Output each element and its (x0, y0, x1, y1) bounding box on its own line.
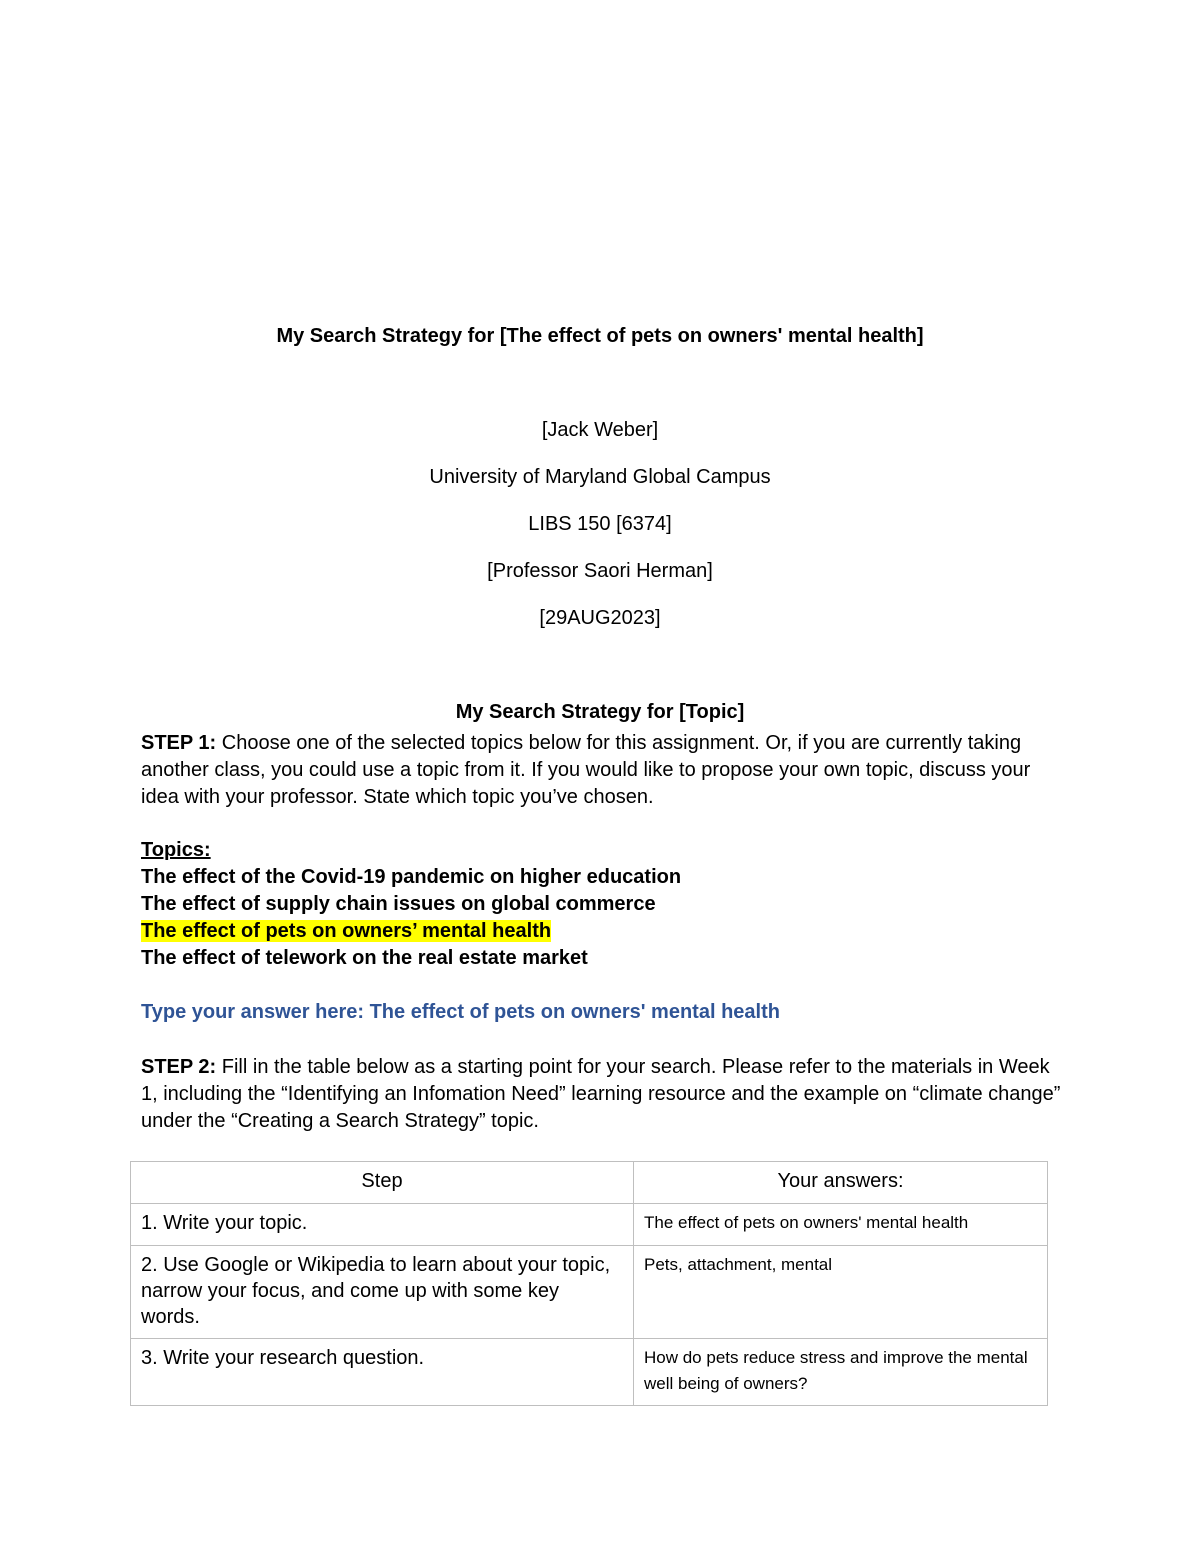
search-strategy-table (130, 1161, 1048, 1406)
answer-line: Type your answer here: The effect of pets on owners' mental health (141, 1001, 780, 1023)
table-row (131, 1339, 1048, 1406)
table-header-answers: Your answers: (634, 1162, 1048, 1204)
table-header-step: Step (131, 1162, 634, 1204)
step1-paragraph (141, 730, 1066, 811)
table-row (131, 1246, 1048, 1339)
topic-item: The effect of the Covid-19 pandemic on higher education (141, 866, 682, 888)
step1-label: STEP 1: (141, 732, 217, 754)
table-header-row (131, 1162, 1048, 1204)
topics-list (141, 837, 1066, 972)
step2-text: Fill in the table below as a starting point for your search. Please refer to the materials in Week 1, including the “Identifying an Infomation Need” learning resource and the example on “climate change” under the “Creating a Search Strategy” topic. (141, 1056, 1061, 1132)
document-date: [29AUG2023] (539, 607, 661, 629)
step2-paragraph (141, 1054, 1066, 1135)
step1-text: Choose one of the selected topics below for this assignment. Or, if you are currently taking another class, you could use a topic from it. If you would like to propose your own topic, discuss your idea with your professor. State which topic you’ve chosen. (141, 732, 1031, 808)
author-name: [Jack Weber] (541, 419, 659, 441)
table-cell-answer: How do pets reduce stress and improve the mental well being of owners? (634, 1339, 1048, 1406)
document-title: My Search Strategy for [The effect of pets on owners' mental health] (276, 325, 924, 347)
course-code: LIBS 150 [6374] (528, 513, 672, 535)
table-cell-step: 3. Write your research question. (131, 1339, 634, 1406)
topic-item: The effect of telework on the real estate market (141, 947, 588, 969)
topics-heading: Topics: (141, 839, 211, 861)
institution-name: University of Maryland Global Campus (429, 466, 771, 488)
topic-item-highlighted: The effect of pets on owners’ mental health (141, 920, 552, 942)
professor-name: [Professor Saori Herman] (487, 560, 713, 582)
table-cell-answer: The effect of pets on owners' mental health (634, 1204, 1048, 1246)
table-cell-answer: Pets, attachment, mental (634, 1246, 1048, 1339)
topic-item: The effect of supply chain issues on global commerce (141, 893, 656, 915)
step2-label: STEP 2: (141, 1056, 217, 1078)
table-row (131, 1204, 1048, 1246)
section-title: My Search Strategy for [Topic] (455, 701, 745, 723)
table-cell-step: 1. Write your topic. (131, 1204, 634, 1246)
table-cell-step: 2. Use Google or Wikipedia to learn about your topic, narrow your focus, and come up with some key words. (131, 1246, 634, 1339)
